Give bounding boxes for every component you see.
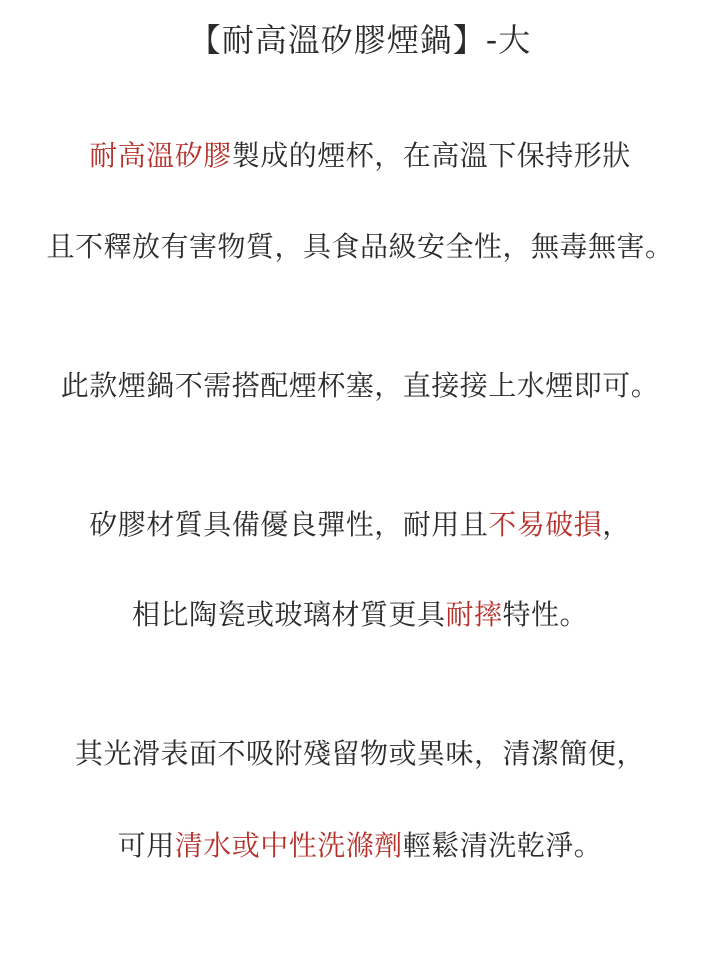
paragraph-3-line-1 xyxy=(0,507,720,543)
paragraph-4-line-2 xyxy=(0,828,720,864)
body-text: 輕鬆清洗乾淨。 xyxy=(402,829,603,862)
paragraph-2-line-1: 此款煙鍋不需搭配煙杯塞，直接接上水煙即可。 xyxy=(60,369,660,402)
highlight-text: 不易破損 xyxy=(488,508,603,541)
highlight-text: 清水或中性洗滌劑 xyxy=(174,829,403,862)
paragraph-1-line-2: 且不釋放有害物質，具食品級安全性，無毒無害。 xyxy=(46,230,674,263)
body-text: 特性。 xyxy=(502,598,589,631)
paragraph-3-line-2 xyxy=(0,597,720,633)
page-title: 【耐高溫矽膠煙鍋】-大 xyxy=(188,21,532,59)
body-text: 可用 xyxy=(117,829,175,862)
body-text: 製成的煙杯，在高溫下保持形狀 xyxy=(231,139,631,172)
highlight-text: 耐摔 xyxy=(445,598,503,631)
paragraph-4-line-1: 其光滑表面不吸附殘留物或異味，清潔簡便， xyxy=(74,737,645,770)
body-text: 相比陶瓷或玻璃材質更具 xyxy=(131,598,446,631)
body-text: 矽膠材質具備優良彈性，耐用且 xyxy=(89,508,489,541)
paragraph-1-line-1 xyxy=(0,138,720,174)
body-text: ， xyxy=(602,508,631,541)
highlight-text: 耐高溫矽膠 xyxy=(89,139,232,172)
